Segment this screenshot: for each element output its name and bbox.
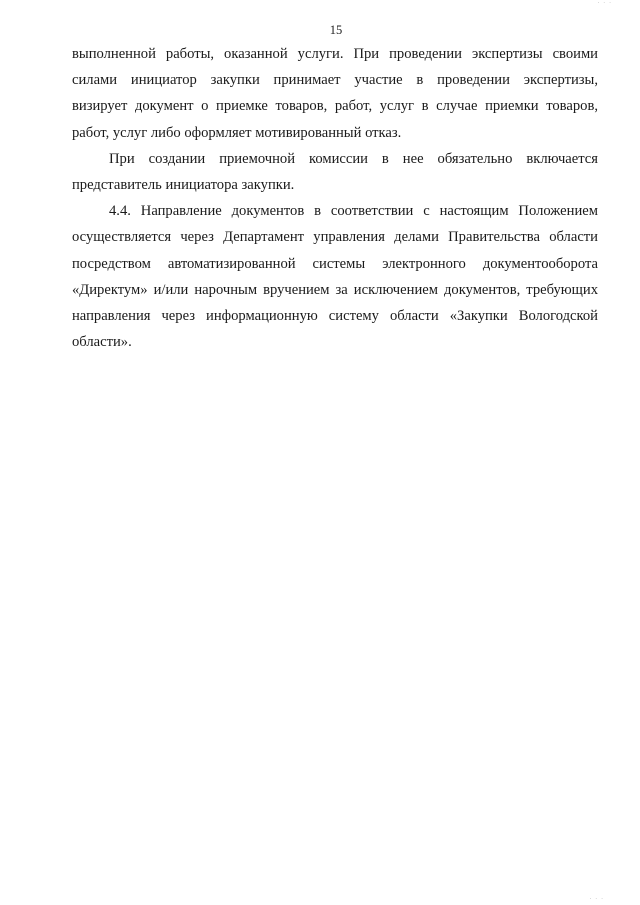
scan-mark-bottom: · · · xyxy=(589,896,604,903)
text-line: выполненной работы, оказанной услуги. При проведении экспертизы своими xyxy=(72,46,598,62)
document-body xyxy=(72,41,598,355)
paragraph-section-4-4 xyxy=(72,198,598,355)
scan-mark-top: · · · xyxy=(597,0,612,7)
text-line: посредством автоматизированной системы электронного документооборота xyxy=(72,255,598,272)
paragraph-expertise xyxy=(72,41,598,146)
text-line: осуществляется через Департамент управления делами Правительства области xyxy=(72,229,598,246)
text-line: При создании приемочной комиссии в нее обязательно включается xyxy=(109,150,598,167)
paragraph-commission xyxy=(72,146,598,198)
text-line: визирует документ о приемке товаров, работ, услуг в случае приемки товаров, xyxy=(72,98,598,115)
text-line: представитель инициатора закупки. xyxy=(72,177,295,194)
text-line: области». xyxy=(72,334,132,351)
text-line: направления через информационную систему области «Закупки Вологодской xyxy=(72,308,598,325)
page-number: 15 xyxy=(329,23,343,37)
text-line: 4.4. Направление документов в соответствии с настоящим Положением xyxy=(109,203,598,220)
text-line: работ, услуг либо оформляет мотивированный отказ. xyxy=(72,124,402,141)
text-line: силами инициатор закупки принимает участие в проведении экспертизы, xyxy=(72,72,598,89)
text-line: «Директум» и/или нарочным вручением за исключением документов, требующих xyxy=(72,281,598,298)
